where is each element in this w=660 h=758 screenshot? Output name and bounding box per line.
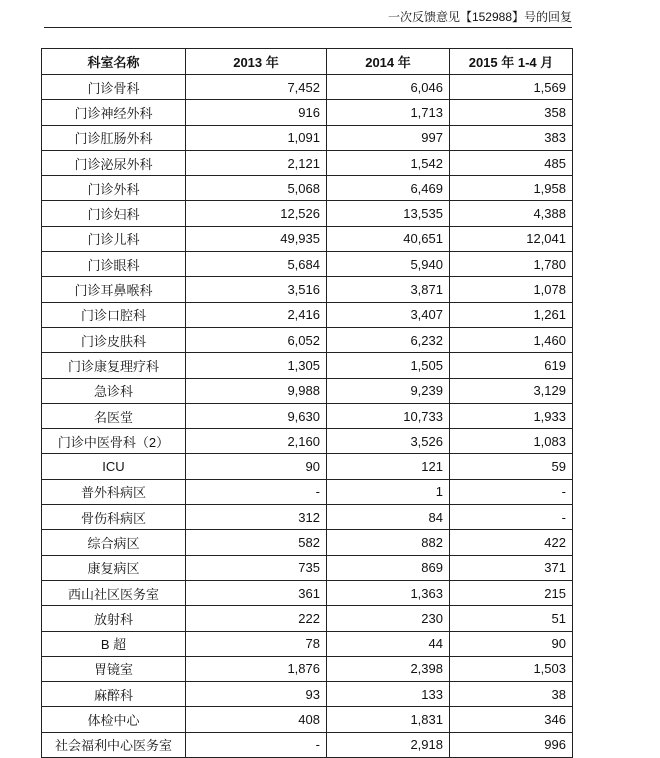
department-name-cell: 门诊康复理疗科 <box>42 353 186 378</box>
visit-count-cell: 9,239 <box>327 378 450 403</box>
visit-count-cell: 90 <box>450 631 573 656</box>
visit-count-cell: 2,416 <box>186 302 327 327</box>
table-row <box>42 150 573 175</box>
visit-count-cell: 9,988 <box>186 378 327 403</box>
visit-count-cell: 5,684 <box>186 252 327 277</box>
visit-count-cell: 6,469 <box>327 176 450 201</box>
table-row <box>42 479 573 504</box>
visit-count-cell: 121 <box>327 454 450 479</box>
table-row <box>42 454 573 479</box>
department-name-cell: 西山社区医务室 <box>42 580 186 605</box>
visit-count-cell: 93 <box>186 682 327 707</box>
table-row <box>42 429 573 454</box>
visit-count-cell: 5,068 <box>186 176 327 201</box>
header-department: 科室名称 <box>42 49 186 75</box>
visit-count-cell: 582 <box>186 530 327 555</box>
visit-count-cell: 869 <box>327 555 450 580</box>
visit-count-cell: 2,121 <box>186 150 327 175</box>
visit-count-cell: 408 <box>186 707 327 732</box>
department-name-cell: 门诊泌尿外科 <box>42 150 186 175</box>
visit-count-cell: 1,713 <box>327 100 450 125</box>
visit-count-cell: 49,935 <box>186 226 327 251</box>
table-row <box>42 530 573 555</box>
visit-count-cell: 78 <box>186 631 327 656</box>
department-name-cell: 综合病区 <box>42 530 186 555</box>
table-row <box>42 125 573 150</box>
visit-count-cell: 1,460 <box>450 327 573 352</box>
department-name-cell: B 超 <box>42 631 186 656</box>
visit-count-cell: 40,651 <box>327 226 450 251</box>
table-row <box>42 252 573 277</box>
table-row <box>42 707 573 732</box>
visit-count-cell: 222 <box>186 606 327 631</box>
table-row <box>42 378 573 403</box>
visit-count-cell: - <box>450 479 573 504</box>
visit-count-cell: 10,733 <box>327 403 450 428</box>
visit-count-cell: 215 <box>450 580 573 605</box>
visit-count-cell: 1,542 <box>327 150 450 175</box>
table-row <box>42 580 573 605</box>
visit-count-cell: 916 <box>186 100 327 125</box>
department-name-cell: 骨伤科病区 <box>42 505 186 530</box>
table-row <box>42 302 573 327</box>
visit-count-cell: 2,398 <box>327 656 450 681</box>
visit-count-cell: 1,305 <box>186 353 327 378</box>
visit-count-cell: 358 <box>450 100 573 125</box>
visit-count-cell: 1,876 <box>186 656 327 681</box>
visit-count-cell: 4,388 <box>450 201 573 226</box>
running-header: 一次反馈意见【152988】号的回复 <box>44 8 572 28</box>
visit-count-cell: 3,129 <box>450 378 573 403</box>
table-row <box>42 656 573 681</box>
table-row <box>42 631 573 656</box>
department-name-cell: 名医堂 <box>42 403 186 428</box>
visit-count-cell: 12,041 <box>450 226 573 251</box>
table-row <box>42 277 573 302</box>
visit-count-cell: 133 <box>327 682 450 707</box>
table-row <box>42 226 573 251</box>
visit-count-cell: 371 <box>450 555 573 580</box>
visit-count-cell: 3,526 <box>327 429 450 454</box>
visit-count-cell: 3,516 <box>186 277 327 302</box>
department-name-cell: 门诊骨科 <box>42 75 186 100</box>
table-row <box>42 201 573 226</box>
table-row <box>42 505 573 530</box>
visit-count-cell: 1,078 <box>450 277 573 302</box>
department-visits-table <box>41 48 573 758</box>
department-name-cell: 门诊外科 <box>42 176 186 201</box>
department-name-cell: 胃镜室 <box>42 656 186 681</box>
visit-count-cell: 882 <box>327 530 450 555</box>
visit-count-cell: 5,940 <box>327 252 450 277</box>
visit-count-cell: 1,363 <box>327 580 450 605</box>
visit-count-cell: 6,046 <box>327 75 450 100</box>
department-name-cell: 门诊儿科 <box>42 226 186 251</box>
department-name-cell: 放射科 <box>42 606 186 631</box>
visit-count-cell: 346 <box>450 707 573 732</box>
visit-count-cell: 485 <box>450 150 573 175</box>
department-name-cell: 康复病区 <box>42 555 186 580</box>
department-name-cell: ICU <box>42 454 186 479</box>
department-name-cell: 急诊科 <box>42 378 186 403</box>
department-name-cell: 社会福利中心医务室 <box>42 732 186 757</box>
table-row <box>42 75 573 100</box>
visit-count-cell: 84 <box>327 505 450 530</box>
table-row <box>42 353 573 378</box>
visit-count-cell: 1,261 <box>450 302 573 327</box>
header-2015-jan-apr: 2015 年 1-4 月 <box>450 49 573 75</box>
visit-count-cell: 1,505 <box>327 353 450 378</box>
visit-count-cell: 996 <box>450 732 573 757</box>
visit-count-cell: 44 <box>327 631 450 656</box>
header-2013: 2013 年 <box>186 49 327 75</box>
visit-count-cell: 1,780 <box>450 252 573 277</box>
header-2014: 2014 年 <box>327 49 450 75</box>
visit-count-cell: 38 <box>450 682 573 707</box>
department-name-cell: 门诊神经外科 <box>42 100 186 125</box>
visit-count-cell: 997 <box>327 125 450 150</box>
department-name-cell: 门诊中医骨科（2） <box>42 429 186 454</box>
table-row <box>42 732 573 757</box>
table-row <box>42 403 573 428</box>
table-row <box>42 606 573 631</box>
visit-count-cell: 51 <box>450 606 573 631</box>
table-row <box>42 682 573 707</box>
visit-count-cell: 422 <box>450 530 573 555</box>
visit-count-cell: 59 <box>450 454 573 479</box>
department-name-cell: 门诊眼科 <box>42 252 186 277</box>
department-name-cell: 门诊妇科 <box>42 201 186 226</box>
table-row <box>42 176 573 201</box>
table-row <box>42 100 573 125</box>
visit-count-cell: 1,569 <box>450 75 573 100</box>
department-name-cell: 体检中心 <box>42 707 186 732</box>
visit-count-cell: - <box>186 732 327 757</box>
visit-count-cell: 7,452 <box>186 75 327 100</box>
department-name-cell: 麻醉科 <box>42 682 186 707</box>
department-name-cell: 门诊耳鼻喉科 <box>42 277 186 302</box>
table-row <box>42 327 573 352</box>
visit-count-cell: 619 <box>450 353 573 378</box>
visit-count-cell: 1,091 <box>186 125 327 150</box>
visit-count-cell: 6,232 <box>327 327 450 352</box>
visit-count-cell: 735 <box>186 555 327 580</box>
department-name-cell: 门诊皮肤科 <box>42 327 186 352</box>
visit-count-cell: 1,831 <box>327 707 450 732</box>
visit-count-cell: 2,160 <box>186 429 327 454</box>
visit-count-cell: 1,933 <box>450 403 573 428</box>
visit-count-cell: 1,503 <box>450 656 573 681</box>
visit-count-cell: 361 <box>186 580 327 605</box>
department-name-cell: 普外科病区 <box>42 479 186 504</box>
department-name-cell: 门诊口腔科 <box>42 302 186 327</box>
visit-count-cell: 312 <box>186 505 327 530</box>
department-name-cell: 门诊肛肠外科 <box>42 125 186 150</box>
visit-count-cell: 9,630 <box>186 403 327 428</box>
visit-count-cell: 1 <box>327 479 450 504</box>
visit-count-cell: - <box>450 505 573 530</box>
visit-count-cell: - <box>186 479 327 504</box>
visit-count-cell: 13,535 <box>327 201 450 226</box>
visit-count-cell: 3,871 <box>327 277 450 302</box>
table-header-row <box>42 49 573 75</box>
visit-count-cell: 6,052 <box>186 327 327 352</box>
visit-count-cell: 1,083 <box>450 429 573 454</box>
table-row <box>42 555 573 580</box>
visit-count-cell: 3,407 <box>327 302 450 327</box>
visit-count-cell: 383 <box>450 125 573 150</box>
visit-count-cell: 2,918 <box>327 732 450 757</box>
visit-count-cell: 12,526 <box>186 201 327 226</box>
visit-count-cell: 1,958 <box>450 176 573 201</box>
visit-count-cell: 230 <box>327 606 450 631</box>
visit-count-cell: 90 <box>186 454 327 479</box>
